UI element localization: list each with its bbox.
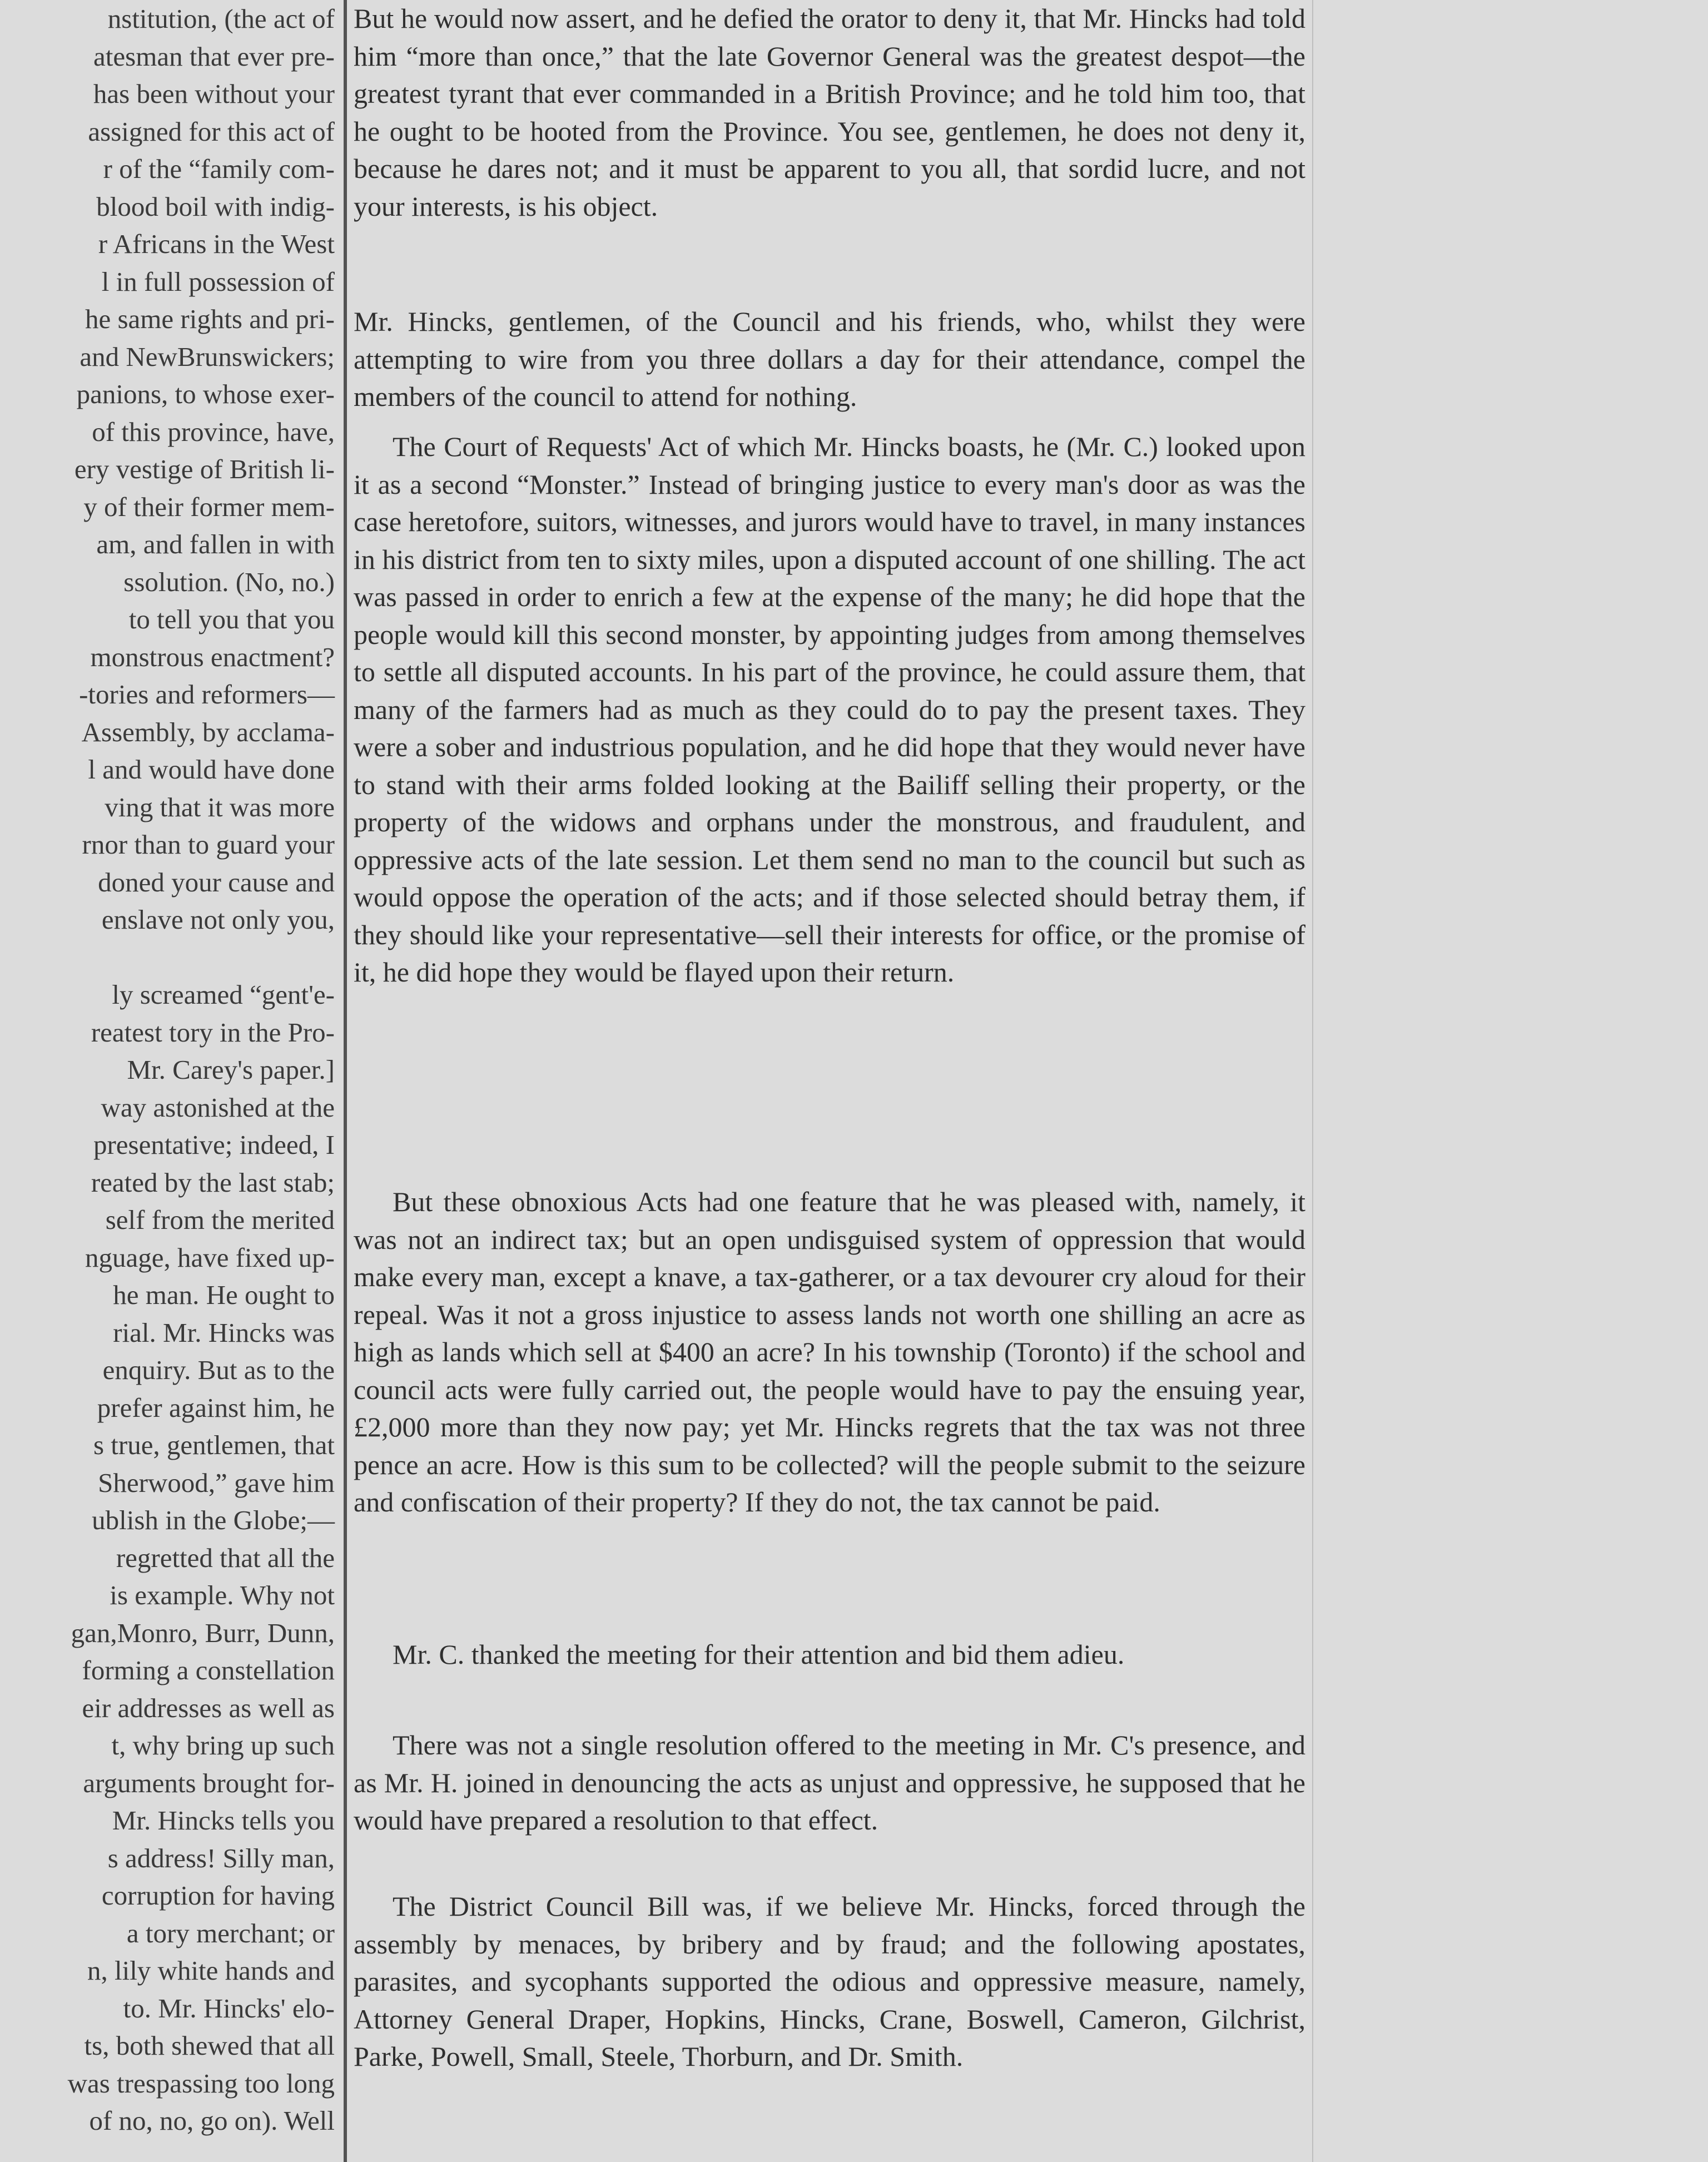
left-column-line: enslave not only you, — [101, 904, 335, 935]
left-column-line: Mr. Hincks tells you — [112, 1805, 335, 1836]
page-edge-rule — [1312, 0, 1313, 2162]
left-column-line: ly screamed “gent'e- — [112, 979, 335, 1010]
paragraph: There was not a single resolution offered to the meeting in Mr. C's presence, and as Mr. H. joined in denouncing the acts as unjust and oppressive, he supposed that he would have prepared a resolution to that effect. — [354, 1729, 1305, 1836]
left-column-line: nstitution, (the act of — [107, 3, 335, 34]
left-column-line: ts, both shewed that all — [84, 2030, 335, 2061]
left-column-line: eir addresses as well as — [82, 1692, 335, 1723]
left-column-line: presentative; indeed, I — [93, 1129, 335, 1160]
left-column-line: prefer against him, he — [97, 1392, 335, 1423]
left-column-line: r Africans in the West — [98, 229, 335, 259]
left-column-line: Sherwood,” gave him — [98, 1467, 335, 1498]
left-column-line: s address! Silly man, — [107, 1842, 335, 1873]
left-column-line: arguments brought for- — [83, 1767, 335, 1798]
left-column-line: ery vestige of British li- — [74, 454, 335, 484]
left-column-line: -tories and reformers— — [79, 679, 335, 710]
left-column-line: of no, no, go on). Well — [89, 2105, 335, 2136]
paragraph: The Court of Requests' Act of which Mr. Hincks boasts, he (Mr. C.) looked upon it as a second “Monster.” Instead of bringing justice to every man's door as was the case heretofore, suitors, witnesses, and jurors would have to travel, in many instances in his district from ten to sixty miles, upon a disputed account of one shilling. The act was passed in order to enrich a few at the expense of the many; he did hope that the people would kill this second monster, by appointing judges from among themselves to settle all disputed accounts. In his part of the province, he could assure them, that many of the farmers had as much as they could do to pay the present taxes. They were a sober and industrious population, and he did hope that they would never have to stand with their arms folded looking at the Bailiff selling their property, or the property of the widows and orphans under the monstrous, and fraudulent, and oppressive acts of the late session. Let them send no man to the council but such as would oppose the operation of the acts; and if those selected should betray them, if they should like your representative—sell their interests for office, or the promise of it, he did hope they would be flayed upon their return. — [354, 431, 1305, 988]
left-column-line: r of the “family com- — [103, 153, 335, 184]
left-column-line: to. Mr. Hincks' elo- — [123, 1992, 335, 2024]
left-column-line: forming a constellation — [82, 1655, 335, 1685]
left-column-line: panions, to whose exer- — [76, 379, 335, 409]
left-column-line: was trespassing too long — [67, 2067, 335, 2099]
paragraph: Mr. C. thanked the meeting for their attention and bid them adieu. — [393, 1639, 1125, 1670]
left-column-line: s true, gentlemen, that — [93, 1430, 335, 1460]
left-column-line: self from the merited — [105, 1204, 335, 1235]
left-column-line: of this province, have, — [92, 416, 335, 447]
paragraph: But he would now assert, and he defied the orator to deny it, that Mr. Hincks had told him “more than once,” that the late Governor General was the greatest despot—the greatest tyrant that ever commanded in a British Province; and he told him too, that he ought to be hooted from the Province. You see, gentlemen, he does not deny it, because he dares not; and it must be apparent to you all, that sordid lucre, and not your interests, is his object. — [354, 3, 1305, 222]
left-column-line: monstrous enactment? — [90, 641, 335, 672]
left-column-line: reated by the last stab; — [91, 1167, 335, 1198]
left-column-line: doned your cause and — [98, 866, 335, 897]
left-column-line: t, why bring up such — [111, 1730, 335, 1761]
left-column-line: blood boil with indig- — [96, 191, 335, 222]
column-rule — [344, 0, 347, 2162]
left-column-line: atesman that ever pre- — [93, 41, 335, 72]
left-column — [0, 0, 340, 2162]
left-column-line: y of their former mem- — [83, 491, 335, 522]
left-column-line: am, and fallen in with — [96, 529, 335, 559]
paragraph: Mr. Hincks, gentlemen, of the Council and his friends, who, whilst they were attempting to wire from you three dollars a day for their attendance, compel the members of the council to attend for nothing. — [354, 306, 1305, 412]
left-column-line: ublish in the Globe;— — [92, 1505, 335, 1535]
left-column-line: n, lily white hands and — [87, 1955, 335, 1986]
left-column-line: he man. He ought to — [113, 1280, 335, 1310]
left-column-line: regretted that all the — [116, 1542, 335, 1573]
left-column-line: gan,Monro, Burr, Dunn, — [71, 1617, 335, 1648]
left-column-line: nguage, have fixed up- — [85, 1242, 335, 1273]
left-column-line: way astonished at the — [101, 1092, 335, 1123]
left-column-line: rnor than to guard your — [82, 829, 335, 860]
right-column — [350, 0, 1309, 2162]
left-column-line: he same rights and pri- — [85, 304, 335, 334]
left-column-line: and NewBrunswickers; — [80, 341, 335, 372]
left-column-line: assigned for this act of — [88, 116, 335, 147]
left-column-line: l and would have done — [88, 754, 335, 785]
paragraph: But these obnoxious Acts had one feature that he was pleased with, namely, it was not an indirect tax; but an open undisguised system of oppression that would make every man, except a knave, a tax-gatherer, or a tax devourer cry aloud for their repeal. Was it not a gross injustice to assess lands not worth one shilling an acre as high as lands which sell at $400 an acre? In his township (Toronto) if the school and council acts were fully carried out, the people would have to pay the ensuing year, £2,000 more than they now pay; yet Mr. Hincks regrets that the tax was not three pence an acre. How is this sum to be collected? will the people submit to the seizure and confiscation of their property? If they do not, the tax cannot be paid. — [354, 1186, 1305, 1518]
left-column-line: Assembly, by acclama- — [81, 716, 335, 747]
left-column-line: ssolution. (No, no.) — [123, 566, 335, 597]
left-column-line: enquiry. But as to the — [102, 1355, 335, 1385]
left-column-line: ving that it was more — [105, 791, 335, 822]
left-column-line: Mr. Carey's paper.] — [127, 1054, 335, 1085]
left-column-line: l in full possession of — [101, 266, 335, 297]
left-column-line: to tell you that you — [128, 604, 335, 634]
left-column-line: rial. Mr. Hincks was — [113, 1317, 335, 1348]
left-column-line: a tory merchant; or — [126, 1917, 335, 1948]
left-column-line: is example. Why not — [110, 1580, 335, 1610]
paragraph: The District Council Bill was, if we believe Mr. Hincks, forced through the assembly by menaces, by bribery and by fraud; and the following apostates, parasites, and sycophants supported the odious and oppressive measure, namely, Attorney General Draper, Hopkins, Hincks, Crane, Boswell, Cameron, Gilchrist, Parke, Powell, Small, Steele, Thorburn, and Dr. Smith. — [354, 1891, 1305, 2072]
left-column-line: corruption for having — [101, 1880, 335, 1911]
left-column-line: has been without your — [93, 78, 335, 109]
left-column-line: reatest tory in the Pro- — [91, 1016, 335, 1048]
